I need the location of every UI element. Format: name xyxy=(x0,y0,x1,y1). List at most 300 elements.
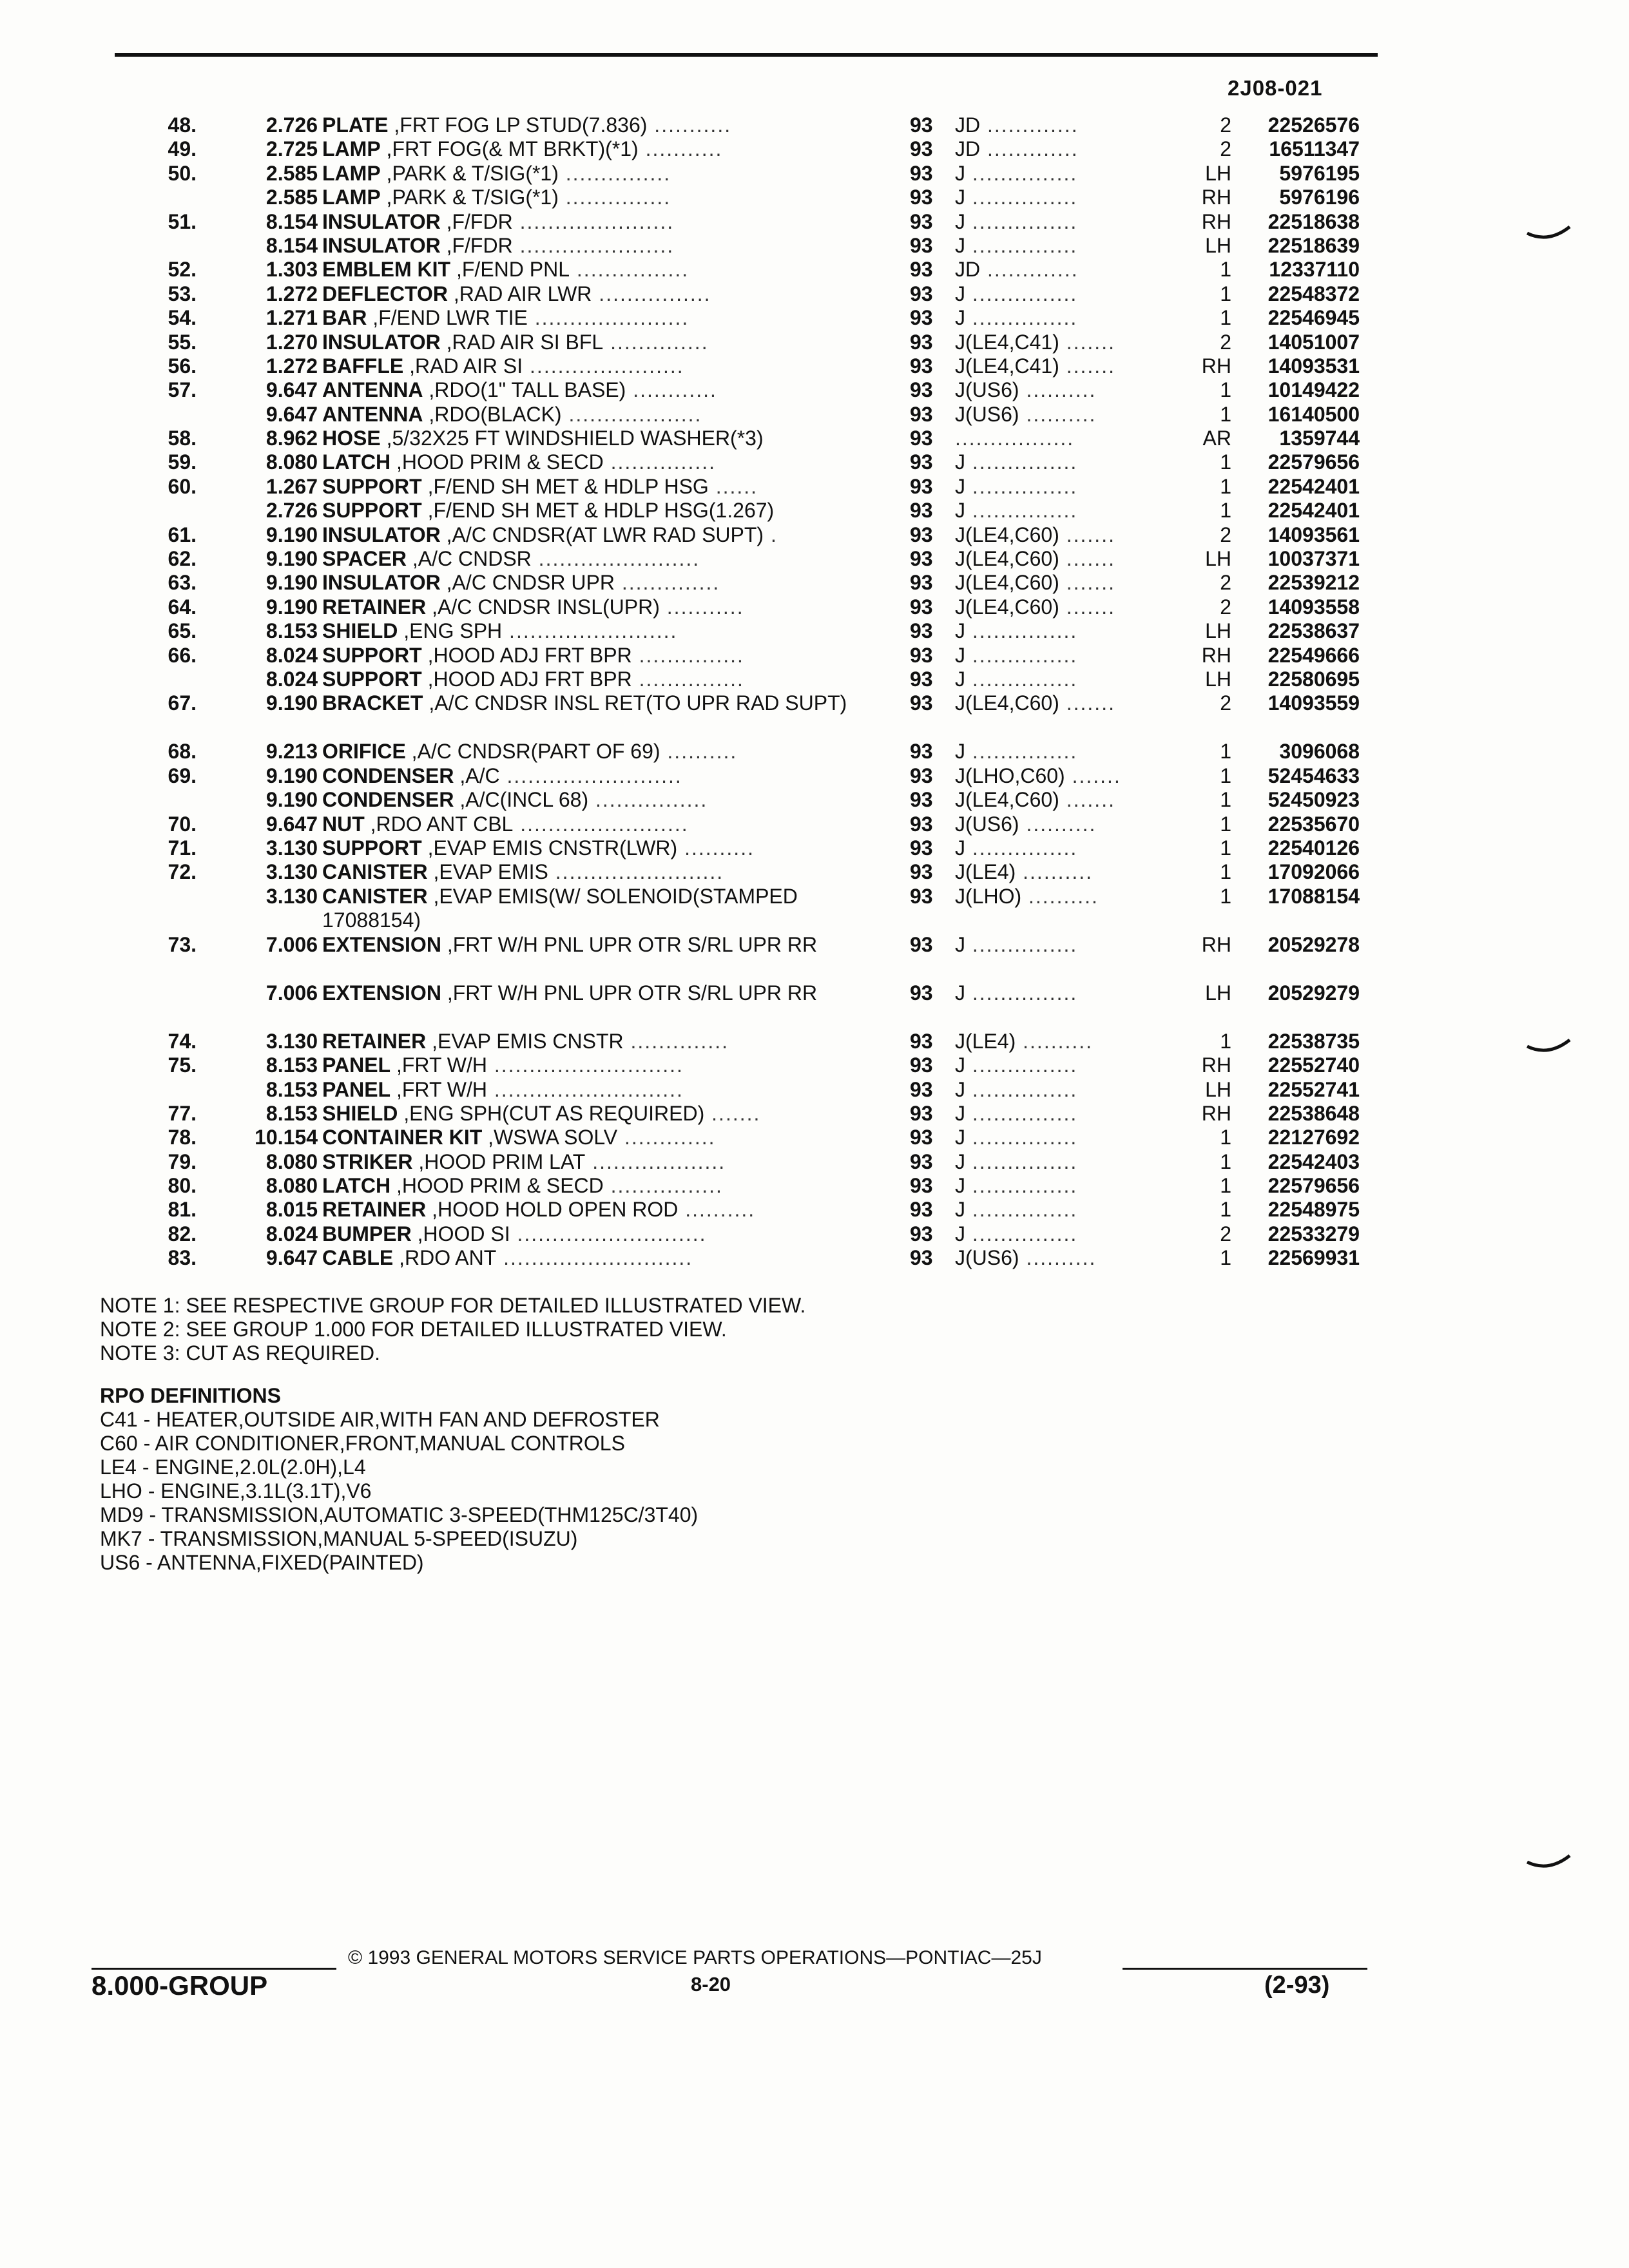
figure-ref: 2.585 xyxy=(265,186,318,209)
rpo-code-text: J(LE4,C60) xyxy=(955,595,1059,619)
item-number: 80. xyxy=(168,1174,197,1198)
part-detail: ,HOOD SI xyxy=(411,1222,510,1245)
part-name: SUPPORT xyxy=(322,667,422,691)
footer-rule-right xyxy=(1123,1968,1367,1970)
table-row xyxy=(0,691,1629,740)
table-row xyxy=(0,450,1629,474)
rpo-code-text: J(US6) xyxy=(955,378,1019,402)
part-name: STRIKER xyxy=(322,1149,413,1173)
part-name: SUPPORT xyxy=(322,643,422,667)
item-number: 51. xyxy=(168,209,197,233)
item-number: 63. xyxy=(168,571,197,595)
table-row xyxy=(0,571,1629,595)
figure-ref: 1.267 xyxy=(265,474,318,498)
quantity: 2 xyxy=(1220,595,1231,619)
part-number: 22518638 xyxy=(1268,209,1360,233)
part-name: EXTENSION xyxy=(322,932,441,956)
part-name: BRACKET xyxy=(322,691,423,715)
quantity: LH xyxy=(1205,667,1231,691)
leader-dots: ................ xyxy=(570,258,689,282)
figure-ref: 9.190 xyxy=(265,523,318,546)
model-year: 93 xyxy=(910,932,933,956)
part-detail: ,FRT W/H xyxy=(390,1053,487,1077)
part-detail: ,ENG SPH xyxy=(398,619,503,643)
part-name: ANTENNA xyxy=(322,402,423,426)
table-row xyxy=(0,113,1629,137)
part-description xyxy=(322,571,870,595)
part-description xyxy=(322,1198,870,1222)
rpo-code xyxy=(955,113,1079,137)
figure-ref: 1.272 xyxy=(265,282,318,305)
rpo-definition: LE4 - ENGINE,2.0L(2.0H),L4 xyxy=(100,1456,366,1479)
part-number: 22538735 xyxy=(1268,1029,1360,1053)
part-description xyxy=(322,162,870,186)
model-year: 93 xyxy=(910,427,933,450)
rpo-definition: C60 - AIR CONDITIONER,FRONT,MANUAL CONTROLS xyxy=(100,1432,625,1455)
leader-dots: ................ xyxy=(603,1174,723,1198)
part-detail: ,A/C CNDSR(AT LWR RAD SUPT) xyxy=(440,523,764,546)
part-name: SPACER xyxy=(322,547,407,571)
part-number: 5976196 xyxy=(1279,186,1360,209)
leader-dots: ............. xyxy=(617,1126,716,1149)
model-year: 93 xyxy=(910,981,933,1004)
leader-dots: ...................... xyxy=(527,306,689,330)
leader-dots: . xyxy=(764,523,778,546)
part-description xyxy=(322,1126,870,1149)
figure-ref: 9.190 xyxy=(265,764,318,787)
part-detail: ,EVAP EMIS CNSTR xyxy=(426,1029,624,1053)
quantity: LH xyxy=(1205,1077,1231,1101)
figure-ref: 2.726 xyxy=(265,113,318,137)
table-row xyxy=(0,1053,1629,1077)
note-line: NOTE 2: SEE GROUP 1.000 FOR DETAILED ILLUSTRATED VIEW. xyxy=(100,1318,727,1341)
item-number: 60. xyxy=(168,474,197,498)
part-number: 20529279 xyxy=(1268,981,1360,1004)
table-row xyxy=(0,981,1629,1030)
part-number: 14093559 xyxy=(1268,691,1360,715)
figure-ref: 9.647 xyxy=(265,378,318,402)
quantity: LH xyxy=(1205,161,1231,185)
table-row xyxy=(0,282,1629,306)
leader-dots: ............. xyxy=(980,113,1079,137)
model-year: 93 xyxy=(910,474,933,498)
figure-ref: 10.154 xyxy=(255,1126,318,1149)
item-number: 62. xyxy=(168,547,197,571)
leader-dots: ....... xyxy=(1059,788,1115,812)
part-number: 10037371 xyxy=(1268,547,1360,571)
item-number: 66. xyxy=(168,643,197,667)
part-description xyxy=(322,668,870,691)
figure-ref: 3.130 xyxy=(265,860,318,884)
rpo-code-text: J xyxy=(955,740,965,764)
leader-dots: ............... xyxy=(965,450,1078,474)
part-detail: ,FRT W/H xyxy=(390,1077,487,1101)
figure-ref: 3.130 xyxy=(265,884,318,908)
table-row xyxy=(0,812,1629,836)
binder-mark xyxy=(1526,1039,1571,1054)
rpo-code xyxy=(955,378,1096,402)
leader-dots: ....................... xyxy=(531,547,700,571)
leader-dots: ............... xyxy=(965,740,1078,764)
part-description xyxy=(322,644,870,668)
revision-date: (2-93) xyxy=(1264,1972,1330,1999)
page-code: 2J08-021 xyxy=(1228,76,1323,100)
part-number: 22579656 xyxy=(1268,450,1360,474)
leader-dots: ...................... xyxy=(512,209,675,233)
part-number: 22540126 xyxy=(1268,836,1360,860)
figure-ref: 8.024 xyxy=(265,667,318,691)
part-name: CONTAINER KIT xyxy=(322,1126,483,1149)
part-number: 16140500 xyxy=(1268,402,1360,426)
rpo-code xyxy=(955,644,1077,668)
rpo-code xyxy=(955,836,1077,860)
part-detail: ,HOOD PRIM LAT xyxy=(412,1149,586,1173)
note-line: NOTE 1: SEE RESPECTIVE GROUP FOR DETAILED ILLUSTRATED VIEW. xyxy=(100,1294,806,1317)
part-number: 22548372 xyxy=(1268,282,1360,305)
table-row xyxy=(0,1246,1629,1270)
leader-dots: ................. xyxy=(955,427,1075,450)
leader-dots: ................... xyxy=(561,402,702,426)
model-year: 93 xyxy=(910,884,933,908)
rpo-code xyxy=(955,258,1079,282)
part-detail: ,A/C(INCL 68) xyxy=(454,788,589,812)
rpo-definition: MD9 - TRANSMISSION,AUTOMATIC 3-SPEED(THM125C/3T40) xyxy=(100,1503,699,1526)
quantity: LH xyxy=(1205,547,1231,571)
item-number: 83. xyxy=(168,1246,197,1270)
part-detail: ,ENG SPH(CUT AS REQUIRED) xyxy=(398,1101,705,1125)
item-number: 54. xyxy=(168,306,197,330)
item-number: 61. xyxy=(168,523,197,546)
leader-dots: ............... xyxy=(558,161,671,185)
leader-dots: ........................... xyxy=(496,1246,693,1270)
table-row xyxy=(0,764,1629,788)
part-number: 22542401 xyxy=(1268,474,1360,498)
part-description xyxy=(322,1246,870,1270)
leader-dots: ........................ xyxy=(502,619,678,643)
part-detail: ,F/END PNL xyxy=(450,258,570,282)
figure-ref: 8.153 xyxy=(265,1077,318,1101)
rpo-code xyxy=(955,427,1074,450)
leader-dots: ............... xyxy=(965,1126,1078,1149)
part-name: SUPPORT xyxy=(322,836,422,860)
part-description xyxy=(322,1053,870,1077)
part-description xyxy=(322,788,870,812)
leader-dots: ................ xyxy=(592,282,711,305)
leader-dots: ....... xyxy=(1059,571,1115,595)
rpo-code xyxy=(955,668,1077,691)
quantity: RH xyxy=(1201,1101,1231,1125)
parts-list xyxy=(0,113,1629,1271)
leader-dots: ............... xyxy=(965,209,1078,233)
quantity: 1 xyxy=(1220,450,1231,474)
page-number: 8-20 xyxy=(691,1973,731,1995)
part-detail: ,PARK & T/SIG(*1) xyxy=(380,161,559,185)
part-name: SHIELD xyxy=(322,1101,398,1125)
rpo-code xyxy=(955,523,1115,547)
quantity: 1 xyxy=(1220,860,1231,884)
model-year: 93 xyxy=(910,209,933,233)
part-name: PANEL xyxy=(322,1053,391,1077)
figure-ref: 3.130 xyxy=(265,1029,318,1053)
model-year: 93 xyxy=(910,402,933,426)
leader-dots: ............. xyxy=(980,137,1079,161)
part-number: 20529278 xyxy=(1268,932,1360,956)
rpo-code xyxy=(955,331,1115,354)
rpo-code xyxy=(955,1150,1077,1174)
part-name: SUPPORT xyxy=(322,474,422,498)
rpo-code-text: J xyxy=(955,306,965,330)
rpo-code xyxy=(955,306,1077,330)
rpo-code-text: J xyxy=(955,1174,965,1198)
part-name: CANISTER xyxy=(322,860,428,884)
figure-ref: 8.080 xyxy=(265,1174,318,1198)
quantity: 1 xyxy=(1220,378,1231,402)
figure-ref: 2.725 xyxy=(265,137,318,161)
table-row xyxy=(0,740,1629,764)
rpo-code xyxy=(955,740,1077,764)
part-description xyxy=(322,427,870,450)
part-detail: ,FRT FOG(& MT BRKT)(*1) xyxy=(380,137,639,161)
part-name: CANISTER xyxy=(322,884,428,908)
part-name: NUT xyxy=(322,812,365,836)
rpo-code-text: J xyxy=(955,836,965,860)
item-number: 55. xyxy=(168,330,197,354)
part-description xyxy=(322,210,870,234)
rpo-code-text: J(LE4,C41) xyxy=(955,330,1059,354)
quantity: RH xyxy=(1201,932,1231,956)
rpo-code-text: J(LE4) xyxy=(955,1029,1016,1053)
table-row xyxy=(0,427,1629,450)
quantity: RH xyxy=(1201,354,1231,378)
rpo-code xyxy=(955,691,1115,715)
part-name: LAMP xyxy=(322,186,381,209)
quantity: 2 xyxy=(1220,330,1231,354)
part-description xyxy=(322,137,870,161)
figure-ref: 9.190 xyxy=(265,788,318,812)
item-number: 57. xyxy=(168,378,197,402)
rpo-code xyxy=(955,595,1115,619)
rpo-code-text: J xyxy=(955,1149,965,1173)
table-row xyxy=(0,595,1629,619)
rpo-code xyxy=(955,547,1115,571)
model-year: 93 xyxy=(910,1126,933,1149)
part-name: CONDENSER xyxy=(322,764,454,787)
part-detail: ,HOOD PRIM & SECD xyxy=(390,1174,604,1198)
table-row xyxy=(0,162,1629,186)
leader-dots: .......... xyxy=(678,1198,756,1222)
binder-mark xyxy=(1526,1854,1571,1870)
part-name: EXTENSION xyxy=(322,981,441,1004)
table-row xyxy=(0,1150,1629,1174)
leader-dots: .......... xyxy=(1021,884,1099,908)
part-name: LATCH xyxy=(322,450,391,474)
part-description xyxy=(322,764,870,788)
rpo-code-text: J xyxy=(955,1077,965,1101)
part-description xyxy=(322,1150,870,1174)
table-row xyxy=(0,885,1629,933)
model-year: 93 xyxy=(910,523,933,546)
part-number: 14051007 xyxy=(1268,330,1360,354)
part-number: 22535670 xyxy=(1268,812,1360,836)
leader-dots: ............... xyxy=(965,282,1078,305)
leader-dots: ............... xyxy=(965,1101,1078,1125)
quantity: 1 xyxy=(1220,258,1231,282)
leader-dots: .......... xyxy=(1019,1246,1097,1270)
table-row xyxy=(0,933,1629,981)
figure-ref: 9.213 xyxy=(265,740,318,764)
quantity: LH xyxy=(1205,981,1231,1004)
rpo-code xyxy=(955,1078,1077,1102)
part-description xyxy=(322,885,870,932)
part-detail: ,HOOD ADJ FRT BPR xyxy=(421,643,632,667)
part-description xyxy=(322,812,870,836)
figure-ref: 8.153 xyxy=(265,1101,318,1125)
leader-dots: ............... xyxy=(965,1053,1078,1077)
part-detail: ,A/C CNDSR xyxy=(406,547,532,571)
rpo-code xyxy=(955,1030,1093,1053)
part-number: 22569931 xyxy=(1268,1246,1360,1270)
part-description xyxy=(322,378,870,402)
item-number: 72. xyxy=(168,860,197,884)
model-year: 93 xyxy=(910,643,933,667)
model-year: 93 xyxy=(910,1222,933,1245)
table-row xyxy=(0,258,1629,282)
model-year: 93 xyxy=(910,258,933,282)
quantity: RH xyxy=(1201,643,1231,667)
part-description xyxy=(322,234,870,258)
quantity: 2 xyxy=(1220,571,1231,595)
figure-ref: 2.585 xyxy=(265,161,318,185)
part-detail: ,F/END LWR TIE xyxy=(367,306,528,330)
rpo-code xyxy=(955,1174,1077,1198)
rpo-code-text: J xyxy=(955,161,965,185)
part-detail: ,A/C CNDSR INSL RET(TO UPR RAD SUPT) xyxy=(423,691,847,715)
part-description xyxy=(322,981,870,1005)
leader-dots: ........................ xyxy=(513,812,689,836)
figure-ref: 7.006 xyxy=(265,981,318,1004)
leader-dots: ....... xyxy=(1059,595,1115,619)
leader-dots: ...................... xyxy=(512,233,675,257)
leader-dots: ............... xyxy=(965,1077,1078,1101)
part-name: PANEL xyxy=(322,1077,391,1101)
part-detail: ,A/C CNDSR INSL(UPR) xyxy=(426,595,660,619)
rpo-definition: C41 - HEATER,OUTSIDE AIR,WITH FAN AND DEFROSTER xyxy=(100,1408,660,1431)
part-detail: ,RDO ANT CBL xyxy=(364,812,514,836)
top-rule xyxy=(115,53,1378,57)
quantity: 1 xyxy=(1220,884,1231,908)
table-row xyxy=(0,547,1629,571)
model-year: 93 xyxy=(910,1053,933,1077)
rpo-code-text: J xyxy=(955,474,965,498)
figure-ref: 8.154 xyxy=(265,209,318,233)
part-description xyxy=(322,258,870,282)
part-name: INSULATOR xyxy=(322,571,441,595)
leader-dots: ............... xyxy=(965,619,1078,643)
model-year: 93 xyxy=(910,450,933,474)
part-detail: ,HOOD HOLD OPEN ROD xyxy=(426,1198,679,1222)
part-detail: ,WSWA SOLV xyxy=(482,1126,618,1149)
table-row xyxy=(0,475,1629,499)
quantity: 1 xyxy=(1220,836,1231,860)
leader-dots: ........................ xyxy=(548,860,724,884)
leader-dots: .......... xyxy=(1016,860,1094,884)
part-number: 22539212 xyxy=(1268,571,1360,595)
part-name: DEFLECTOR xyxy=(322,282,448,305)
rpo-definition: LHO - ENGINE,3.1L(3.1T),V6 xyxy=(100,1479,372,1503)
model-year: 93 xyxy=(910,667,933,691)
rpo-code xyxy=(955,210,1077,234)
rpo-definition: US6 - ANTENNA,FIXED(PAINTED) xyxy=(100,1551,424,1574)
part-detail: ,A/C CNDSR UPR xyxy=(440,571,615,595)
quantity: 1 xyxy=(1220,1198,1231,1222)
model-year: 93 xyxy=(910,233,933,257)
rpo-code xyxy=(955,1198,1077,1222)
item-number: 64. xyxy=(168,595,197,619)
item-number: 48. xyxy=(168,113,197,137)
leader-dots: ............... xyxy=(965,667,1078,691)
part-detail: ,A/C xyxy=(454,764,500,787)
rpo-code xyxy=(955,354,1115,378)
leader-dots: ............... xyxy=(965,981,1078,1004)
part-description xyxy=(322,1222,870,1246)
leader-dots: ............... xyxy=(965,186,1078,209)
model-year: 93 xyxy=(910,499,933,523)
part-number: 52454633 xyxy=(1268,764,1360,787)
part-number: 14093558 xyxy=(1268,595,1360,619)
leader-dots: ................ xyxy=(588,788,708,812)
model-year: 93 xyxy=(910,764,933,787)
rpo-code xyxy=(955,1053,1077,1077)
model-year: 93 xyxy=(910,1101,933,1125)
rpo-code-text: J xyxy=(955,499,965,523)
part-name: BAFFLE xyxy=(322,354,404,378)
rpo-definitions-heading: RPO DEFINITIONS xyxy=(100,1384,281,1407)
leader-dots: ............... xyxy=(965,836,1078,860)
part-description xyxy=(322,836,870,860)
table-row xyxy=(0,1102,1629,1126)
rpo-code-text: J xyxy=(955,1222,965,1245)
part-number: 52450923 xyxy=(1268,788,1360,812)
binder-mark xyxy=(1526,226,1571,241)
table-row xyxy=(0,403,1629,427)
quantity: 2 xyxy=(1220,113,1231,137)
figure-ref: 7.006 xyxy=(265,932,318,956)
leader-dots: ............. xyxy=(980,258,1079,282)
part-name: RETAINER xyxy=(322,1029,427,1053)
rpo-code-text: J xyxy=(955,233,965,257)
part-number: 22546945 xyxy=(1268,306,1360,330)
model-year: 93 xyxy=(910,547,933,571)
rpo-code xyxy=(955,282,1077,306)
part-number: 22538648 xyxy=(1268,1101,1360,1125)
part-number: 16511347 xyxy=(1269,137,1360,161)
quantity: 1 xyxy=(1220,1149,1231,1173)
rpo-code xyxy=(955,186,1077,209)
leader-dots: .......... xyxy=(1019,378,1097,402)
leader-dots: ................... xyxy=(585,1149,726,1173)
rpo-code-text: J xyxy=(955,1053,965,1077)
part-name: LAMP xyxy=(322,137,381,161)
leader-dots: ...................... xyxy=(523,354,684,378)
leader-dots: ...... xyxy=(708,474,758,498)
part-number: 14093531 xyxy=(1268,354,1360,378)
part-description xyxy=(322,1030,870,1053)
item-number: 78. xyxy=(168,1126,197,1149)
table-row xyxy=(0,788,1629,812)
leader-dots: ............... xyxy=(965,306,1078,330)
part-detail: ,RDO(BLACK) xyxy=(423,402,562,426)
part-number: 22552741 xyxy=(1268,1077,1360,1101)
